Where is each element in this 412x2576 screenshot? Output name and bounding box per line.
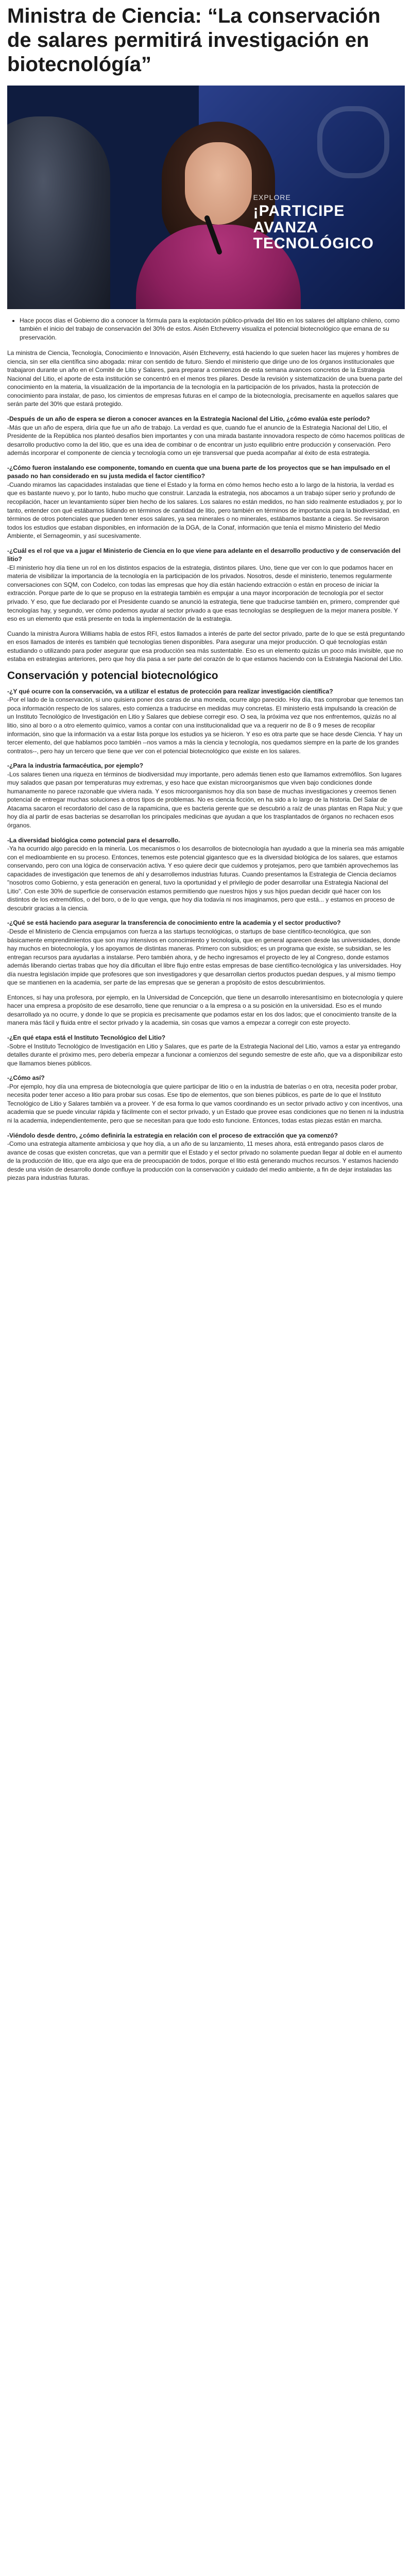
question: -Viéndolo desde dentro, ¿cómo definiría la estrategia en relación con el proceso de extracción que ya comenzó? xyxy=(7,1131,338,1139)
answer: -Como una estrategia altamente ambiciosa y que hoy día, a un año de su lanzamiento, 11 meses ahora, está entregando pasos claros de avance de cosas que existen concretas, que van a permitir que el Estado y el sector privado no solamente puedan llegar al doble en el aumento de la producción de litio, que era algo que era de preocupación de todos, porque el litio está generando muchos recursos. Y estamos haciendo desde una visión de desarrollo donde confluye la producción con la conservación y cuidado del medio ambiente, a fin de dejar instaladas las piezas para industrias futuras. xyxy=(7,1140,402,1182)
hero-man-figure xyxy=(7,116,110,309)
question: -¿Qué se está haciendo para asegurar la transferencia de conocimiento entre la academia y el sector productivo? xyxy=(7,919,341,927)
answer: -El ministerio hoy día tiene un rol en los distintos espacios de la estrategia, distintos pilares. Uno, tiene que ver con lo que podamos hacer en materia de visibilizar la importancia de la tecnología en la participación de los privados. Nosotros, desde el ministerio, tenemos regularmente conversaciones con SQM, con Codelco, con todas las empresas que hoy día están haciendo extracción o están en proceso de iniciar la extracción. Porque parte de lo que se propuso en la estrategia también es empujar a una mayor incorporación de tecnología por el sector privado. Y eso, que fue declarado por el Presidente cuando se anunció la estrategia, tiene que traducirse también en, primero, comprender qué tecnologías hay, y segundo, ver cómo podemos ayudar al sector privado a que esas tecnologías se desplieguen de la mejor manera posible. Y eso es un elemento que está presente en toda la implementación de la estrategia. xyxy=(7,564,400,623)
answer: -Por ejemplo, hoy día una empresa de biotecnología que quiere participar de litio o en la industria de baterías o en otra, necesita poder probar, necesita poder tener acceso a litio para probar sus cosas. Ese tipo de elementos, que son bienes públicos, es parte de lo que el Instituto Tecnológico de Litio y Salares también va a proveer. Y de esa forma lo que vamos coordinando es un sector privado activo y con incentivos, una academia que se puede vincular rápida y fácilmente con el sector privado, y un Estado que provee esas condiciones que no tienen ni la industria ni la academia, independientemente, pero que se necesitan para que todo esto funcione. Entonces, todas estas piezas están en marcha. xyxy=(7,1082,404,1124)
question: -¿Y qué ocurre con la conservación, va a utilizar el estatus de protección para realizar investigación científica? xyxy=(7,687,333,695)
question: -¿En qué etapa está el Instituto Tecnológico del Litio? xyxy=(7,1034,166,1042)
answer: -Cuando miramos las capacidades instaladas que tiene el Estado y la forma en cómo hemos hecho esto a lo largo de la historia, la verdad es que es bastante nuevo y, por lo tanto, hubo mucho que construir. Lanzada la estrategia, nos abocamos a un trabajo súper serio y profundo de recopilación, hacer un levantamiento súper bien hecho de los salares. Los salares no están medidos, no han sido realmente estudiados y, por lo tanto, entender con qué estábamos lidiando en términos de cantidad de litio, pero también en términos de importancia para la biodiversidad, en términos de otros potenciales que pueden tener esos salares, ya sea minerales o no minerales, estábamos bastante a ciegas. Se revisaron todos los estudios que estaban disponibles, en información de la DGA, de la Conaf, información que tenía el mismo Ministerio del Medio Ambiente, el Sernageomin, y así sucesivamente. xyxy=(7,481,402,540)
section-heading: Conservación y potencial biotecnológico xyxy=(7,669,218,682)
intro-paragraph: La ministra de Ciencia, Tecnología, Conocimiento e Innovación, Aisén Etcheverry, está haciendo lo que suelen hacer las mujeres y hombres de ciencia, sin ser ella científica sino abogada: mirar con sentido de futuro. Siendo el ministerio que dirige uno de los órganos institucionales que trabajaron durante un año en el Comité de Litio y Salares, para preparar a comienzos de esta semana avances concretos de la Estrategia Nacional del Litio, el aporte de esta institución se concentró en el menos tres pilares. Desde la revisión y sistematización de una buena parte del conocimiento en la materia, la visualización de la importancia de la tecnología en la participación de los privados, hasta la protección de conocimiento para instalar, de paso, los cimientos de empresas futuras en el campo de la biotecnología, precisamente en aquellos salares que serán parte del 30% que estará protegido. xyxy=(7,349,403,408)
answer: -Los salares tienen una riqueza en términos de biodiversidad muy importante, pero además tienen esto que llamamos extremófilos. Son lugares muy salados que pasan por temperaturas muy extremas, y eso hace que existan microorganismos que viven bajo condiciones donde humanamente no parece razonable que viviera nada. Y esos microorganismos hoy día son base de muchas investigaciones y creemos tienen potencial de entregar muchas soluciones a otros tipos de problemas. No es ciencia ficción, en ha sido a lo largo de la historia. Del Salar de Atacama sacaron el recordatorio del caso de la rapamicina, que es bacteria gerente que se descubrió a raíz de unas plantas en Rapa Nui; y que hoy día al partir de esas bacterias se desarrollan los principales medicinas que ayudan a que los trasplantados de órganos no rechacen esos órganos. xyxy=(7,770,403,829)
article-title: Ministra de Ciencia: “La conservación de salares permitirá investigación en biotecnológía” xyxy=(7,5,381,76)
question: -¿Cómo fueron instalando ese componente, tomando en cuenta que una buena parte de los proyectos que se han impulsado en el pasado no han considerado en su justa medida el factor científico? xyxy=(7,464,390,480)
hero-banner-text xyxy=(253,194,374,252)
question: -¿Para la industria farmacéutica, por ejemplo? xyxy=(7,762,144,770)
paragraph: Entonces, si hay una profesora, por ejemplo, en la Universidad de Concepción, que tiene un desarrollo interesantísimo en biotecnología y quiere hacer una empresa a propósito de ese desarrollo, tiene que renunciar o a la empresa o a su posición en la universidad. Eso es el mundo desarrollado ya no ocurre, y donde lo que se propicia es precisamente que podamos estar en los dos lados; que el conocimiento transite de la manera más fácil y fluida entre el sector privado y la academia, sin cosas que vamos a empezar a corregir con este proyecto. xyxy=(7,993,403,1027)
qa-block-1 xyxy=(7,415,405,623)
summary-item: • Hace pocos días el Gobierno dio a conocer la fórmula para la explotación público-privada del litio en los salares del altiplano chileno, como también el inicio del trabajo de conservación del 30% de estos. Aisén Etcheverry visualiza el potencial biotecnológico que emana de su preservación. xyxy=(20,316,405,342)
answer: -Por el lado de la conservación, si uno quisiera poner dos caras de una moneda, ocurre algo parecido. Hoy día, tras comprobar que tenemos tan poca información respecto de los salares, esto comienza a traducirse en medidas muy concretas. El ministerio está impulsando la creación de un Instituto Tecnológico de Investigación en Litio y Salares que debiese corregir eso. O sea, la próxima vez que nos enfrentemos, quizás no al litio, sino al boro o a otro elemento químico, vamos a contar con una institucionalidad que va a requerir no de 8 o 9 meses de recopilar información, sino que la información va a estar lista porque los estudios ya se hicieron. Y eso es otra parte que se hace desde Ciencia. Y hay un tercer elemento, del que hablamos poco también --nos vamos a más la ciencia y tecnología, nos quedamos siempre en la parte de los grandes contratos--, pero hay un tercero que tiene que ver con el potencial biotecnológico que existe en los salares. xyxy=(7,696,404,755)
hero-banner-line2: AVANZA xyxy=(253,218,319,236)
hero-banner-line3: TECNOLÓGICO xyxy=(253,235,374,252)
question: -¿Cómo así? xyxy=(7,1074,45,1082)
qa-block-3 xyxy=(7,1033,405,1182)
article-summary xyxy=(7,316,405,342)
hero-image xyxy=(7,86,405,309)
article-page xyxy=(0,4,412,1209)
hero-banner-small: EXPLORE xyxy=(253,193,291,201)
answer: -Desde el Ministerio de Ciencia empujamos con fuerza a las startups tecnológicas, o startups de base científico-tecnológica, que son básicamente emprendimientos que son muy intensivos en conocimiento y tecnología, que en general aparecen desde las universidades, donde hay muchos en biotecnología, y los apoyamos de distintas maneras. Primero con subsidios; es un programa que existe, se subsidian, se les entregan recursos para ayudarlas a instalarse. Pero también ahora, y de hecho ingresamos el proyecto de ley al Congreso, donde estamos además liberando ciertas trabas que hoy día dificultan el libre flujo entre estas empresas de base científico-tecnológica y las universidades. Hoy día nuestra legislación impide que profesores que son investigadores y que desarrollan ciertos productos puedan despues, y al mismo tiempo que se mantienen en la academia, ser parte de las empresas que se generan a propósito de estos descubrimientos. xyxy=(7,928,402,987)
hero-logo-ring xyxy=(317,106,389,178)
answer: -Más que un año de espera, diría que fue un año de trabajo. La verdad es que, cuando fue el anuncio de la Estrategia Nacional del Litio, el Presidente de la República nos planteó desafíos bien importantes y con una mirada bastante innovadora respecto de cómo hacemos políticas de desarrollo productivo como la del litio, que es una idea de combinar o de encontrar un justo equilibrio entre producción y conservación. Pero además incorporar el componente de ciencia y tecnología como un eje transversal que pueda acompañar al éxito de esta estrategia. xyxy=(7,423,405,457)
question: -Después de un año de espera se dieron a conocer avances en la Estrategia Nacional del Litio, ¿cómo evalúa este período? xyxy=(7,415,370,423)
paragraph: Cuando la ministra Aurora Williams habla de estos RFI, estos llamados a interés de parte del sector privado, parte de lo que se está preguntando en esos llamados de interés es también qué tecnologías tienen disponibles. Para asegurar una mejor producción. O qué tecnologías están estudiando o utilizando para poder asegurar que esa producción sea más sustentable. Eso es un elemento quizás un poco más invisible, que no estaba en estrategias anteriores, pero que hoy día pasa a ser parte del corazón de lo que estamos haciendo con la Estrategia Nacional del Litio. xyxy=(7,630,405,663)
question: -¿Cuál es el rol que va a jugar el Ministerio de Ciencia en lo que viene para adelante en el desarrollo productivo y de conservación del litio? xyxy=(7,547,401,563)
answer: -Ya ha ocurrido algo parecido en la minería. Los mecanismos o los desarrollos de biotecnología han ayudado a que la minería sea más amigable con el medioambiente en su proceso. Entonces, tenemos este potencial gigantesco que es la diversidad biológica de los salares, que estamos conservando, pero con una lógica de conservación activa. Y eso quiere decir que cuidemos y protejamos, pero que también aprovechemos las capacidades de investigación que tenemos de ahí y desarrollemos industrias futuras. Cuando presentamos la Estrategia de Ciencia decíamos "nosotros como Gobierno, y esta generación en general, tuvo la oportunidad y el privilegio de poder desarrollar una Estrategia Nacional del Litio". Con este 30% de superficie de conservación estamos permitiendo que nuestros hijos y sus hijos puedan decidir qué hacer con los distintos de los extremófilos, o del boro, o de lo que venga, que hoy día todavía ni nos imaginamos, pero que está... y estamos en proceso de descubrir gracias a la ciencia. xyxy=(7,845,404,912)
qa-block-2 xyxy=(7,687,405,987)
hero-woman-face xyxy=(185,142,252,225)
answer: -Sobre el Instituto Tecnológico de Investigación en Litio y Salares, que es parte de la Estrategia Nacional del Litio, vamos a estar ya entregando detalles durante el próximo mes, pero debería empezar a funcionar a comienzos del segundo semestre de este año, que va a disponibilizar esto que llamamos bienes públicos. xyxy=(7,1042,403,1067)
question: -La diversidad biológica como potencial para el desarrollo. xyxy=(7,836,180,844)
hero-banner-line1: ¡PARTICIPE xyxy=(253,202,345,220)
